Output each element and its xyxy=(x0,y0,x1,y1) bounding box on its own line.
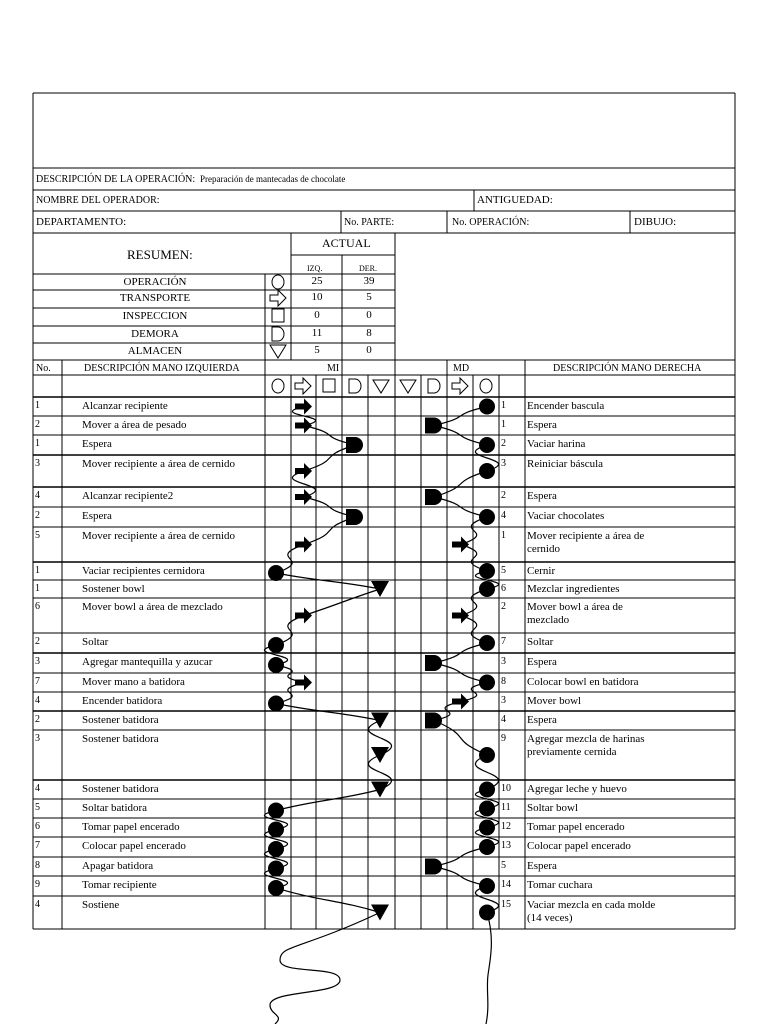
col-left-description: DESCRIPCIÓN MANO IZQUIERDA xyxy=(84,363,240,374)
left-step-description: Tomar recipiente xyxy=(82,879,157,891)
department-label: DEPARTAMENTO: xyxy=(36,216,127,228)
left-circle-symbol xyxy=(268,861,284,877)
summary-left-count: 5 xyxy=(314,344,320,356)
left-step-description: Mover recipiente a área de cernido xyxy=(82,530,235,542)
left-step-number: 7 xyxy=(35,676,40,687)
left-step-description: Mover bowl a área de mezclado xyxy=(82,601,223,613)
left-step-description: Encender batidora xyxy=(82,695,163,707)
right-step-description: Soltar bowl xyxy=(527,802,579,814)
left-circle-symbol xyxy=(268,803,284,819)
right-step-number: 7 xyxy=(501,636,506,647)
right-step-number: 4 xyxy=(501,714,506,725)
left-step-description: Tomar papel encerado xyxy=(82,821,180,833)
summary-triangle-icon xyxy=(270,345,286,358)
left-hand-label: IZQ. xyxy=(307,264,323,273)
left-triangle-symbol xyxy=(371,782,389,798)
right-delay-symbol xyxy=(425,713,442,729)
right-circle-symbol xyxy=(479,581,495,597)
right-circle-symbol xyxy=(479,635,495,651)
right-step-description: Reiniciar báscula xyxy=(527,458,604,470)
right-step-number: 10 xyxy=(501,783,511,794)
right-step-number: 5 xyxy=(501,860,506,871)
right-step-description: Espera xyxy=(527,714,557,726)
left-triangle-symbol xyxy=(371,713,389,729)
left-step-number: 7 xyxy=(35,840,40,851)
left-step-number: 1 xyxy=(35,583,40,594)
right-circle-symbol xyxy=(479,801,495,817)
left-step-description: Agregar mantequilla y azucar xyxy=(82,656,213,668)
right-step-number: 11 xyxy=(501,802,511,813)
op-number-label: No. OPERACIÓN: xyxy=(452,217,530,228)
right-hand-label: DER. xyxy=(359,264,377,273)
left-step-number: 1 xyxy=(35,565,40,576)
right-circle-symbol xyxy=(479,820,495,836)
left-step-description: Sostener batidora xyxy=(82,783,159,795)
left-step-number: 9 xyxy=(35,879,40,890)
right-step-description: Tomar cuchara xyxy=(527,879,593,891)
left-arrow-symbol xyxy=(295,399,312,415)
right-step-description: Colocar bowl en batidora xyxy=(527,676,639,688)
left-step-number: 6 xyxy=(35,821,40,832)
right-step-description: Encender bascula xyxy=(527,400,605,412)
col-no: No. xyxy=(36,363,51,374)
summary-row-label: ALMACEN xyxy=(127,345,183,357)
header-arrow-icon xyxy=(452,378,468,394)
summary-square-icon xyxy=(272,309,284,322)
summary-row-label: OPERACIÓN xyxy=(123,276,187,288)
left-step-number: 2 xyxy=(35,636,40,647)
left-hand-flow-line xyxy=(264,407,391,1024)
right-step-description: Espera xyxy=(527,860,557,872)
right-step-number: 8 xyxy=(501,676,506,687)
left-step-description: Sostener batidora xyxy=(82,733,159,745)
summary-title: RESUMEN: xyxy=(127,247,193,262)
right-step-number: 1 xyxy=(501,530,506,541)
left-step-number: 4 xyxy=(35,783,40,794)
right-circle-symbol xyxy=(479,463,495,479)
right-step-description: Tomar papel encerado xyxy=(527,821,625,833)
left-step-description: Sostener batidora xyxy=(82,714,159,726)
right-step-number: 9 xyxy=(501,733,506,744)
left-step-description: Mover recipiente a área de cernido xyxy=(82,458,235,470)
right-step-description: Cernir xyxy=(527,565,556,577)
seniority-label: ANTIGUEDAD: xyxy=(477,194,553,206)
left-step-description: Apagar batidora xyxy=(82,860,154,872)
summary-right-count: 0 xyxy=(366,344,372,356)
left-step-number: 2 xyxy=(35,510,40,521)
operation-label: DESCRIPCIÓN DE LA OPERACIÓN: xyxy=(36,174,196,185)
right-step-number: 12 xyxy=(501,821,511,832)
left-circle-symbol xyxy=(268,637,284,653)
left-step-number: 8 xyxy=(35,860,40,871)
left-circle-symbol xyxy=(268,565,284,581)
right-step-number: 3 xyxy=(501,695,506,706)
left-step-description: Colocar papel encerado xyxy=(82,840,186,852)
right-circle-symbol xyxy=(479,782,495,798)
left-step-number: 3 xyxy=(35,458,40,469)
right-step-number: 2 xyxy=(501,438,506,449)
part-label: No. PARTE: xyxy=(344,217,395,228)
right-delay-symbol xyxy=(425,859,442,875)
col-left-hand: MI xyxy=(327,363,340,374)
left-arrow-symbol xyxy=(295,675,312,691)
right-step-number: 5 xyxy=(501,565,506,576)
right-step-description: Mover bowl a área de mezclado xyxy=(527,601,623,626)
right-step-number: 6 xyxy=(501,583,506,594)
right-circle-symbol xyxy=(479,399,495,415)
right-delay-symbol xyxy=(425,418,442,434)
right-step-number: 3 xyxy=(501,656,506,667)
right-step-number: 15 xyxy=(501,899,511,910)
operator-label: NOMBRE DEL OPERADOR: xyxy=(36,195,160,206)
right-circle-symbol xyxy=(479,905,495,921)
right-circle-symbol xyxy=(479,839,495,855)
right-step-number: 2 xyxy=(501,601,506,612)
left-step-number: 4 xyxy=(35,490,40,501)
right-step-description: Mover recipiente a área de cernido xyxy=(527,530,645,555)
right-circle-symbol xyxy=(479,437,495,453)
right-circle-symbol xyxy=(479,878,495,894)
summary-circle-icon xyxy=(272,275,284,289)
right-hand-flow-line xyxy=(434,407,499,1024)
right-delay-symbol xyxy=(425,489,442,505)
left-circle-symbol xyxy=(268,880,284,896)
right-arrow-symbol xyxy=(452,608,469,624)
left-arrow-symbol xyxy=(295,418,312,434)
right-step-description: Vaciar chocolates xyxy=(527,510,605,522)
left-step-number: 5 xyxy=(35,802,40,813)
header-delay-icon xyxy=(428,379,440,393)
summary-arrow-icon xyxy=(270,290,286,306)
header-triangle-icon xyxy=(400,380,416,393)
right-circle-symbol xyxy=(479,675,495,691)
right-step-number: 14 xyxy=(501,879,511,890)
right-step-description: Vaciar mezcla en cada molde (14 veces) xyxy=(527,899,656,924)
right-step-description: Colocar papel encerado xyxy=(527,840,631,852)
left-arrow-symbol xyxy=(295,537,312,553)
right-step-description: Agregar mezcla de harinas previamente cernida xyxy=(527,733,645,758)
summary-right-count: 39 xyxy=(363,275,375,287)
left-step-description: Sostiene xyxy=(82,899,120,911)
left-delay-symbol xyxy=(346,437,363,453)
right-arrow-symbol xyxy=(452,694,469,710)
summary-left-count: 10 xyxy=(311,291,323,303)
right-step-number: 13 xyxy=(501,840,511,851)
left-step-description: Espera xyxy=(82,510,112,522)
col-right-hand: MD xyxy=(453,363,470,374)
operation-value: Preparación de mantecadas de chocolate xyxy=(200,174,346,184)
left-step-number: 1 xyxy=(35,438,40,449)
summary-right-count: 8 xyxy=(366,327,372,339)
left-circle-symbol xyxy=(268,696,284,712)
left-step-description: Mover a área de pesado xyxy=(82,419,187,431)
left-arrow-symbol xyxy=(295,489,312,505)
header-triangle-icon xyxy=(373,380,389,393)
header-square-icon xyxy=(323,379,335,392)
summary-right-count: 0 xyxy=(366,309,372,321)
right-step-description: Espera xyxy=(527,419,557,431)
right-step-description: Mezclar ingredientes xyxy=(527,583,620,595)
header-circle-icon xyxy=(272,379,284,393)
left-step-number: 6 xyxy=(35,601,40,612)
left-step-number: 3 xyxy=(35,733,40,744)
left-triangle-symbol xyxy=(371,581,389,597)
left-step-number: 1 xyxy=(35,400,40,411)
right-circle-symbol xyxy=(479,747,495,763)
summary-row-label: DEMORA xyxy=(131,328,179,340)
summary-row-label: INSPECCION xyxy=(122,310,188,322)
right-step-description: Agregar leche y huevo xyxy=(527,783,627,795)
header-circle-icon xyxy=(480,379,492,393)
right-step-number: 4 xyxy=(501,510,506,521)
summary-row-label: TRANSPORTE xyxy=(119,292,191,304)
left-step-description: Alcanzar recipiente xyxy=(82,400,168,412)
right-step-number: 1 xyxy=(501,400,506,411)
left-step-number: 4 xyxy=(35,695,40,706)
left-step-number: 2 xyxy=(35,419,40,430)
left-step-number: 3 xyxy=(35,656,40,667)
left-triangle-symbol xyxy=(371,747,389,763)
right-arrow-symbol xyxy=(452,537,469,553)
left-circle-symbol xyxy=(268,841,284,857)
left-step-description: Espera xyxy=(82,438,112,450)
left-circle-symbol xyxy=(268,822,284,838)
drawing-label: DIBUJO: xyxy=(634,216,677,228)
left-step-description: Soltar xyxy=(82,636,109,648)
right-step-number: 2 xyxy=(501,490,506,501)
actual-label: ACTUAL xyxy=(322,236,371,250)
left-step-number: 2 xyxy=(35,714,40,725)
right-step-number: 1 xyxy=(501,419,506,430)
right-step-description: Espera xyxy=(527,490,557,502)
left-step-description: Mover mano a batidora xyxy=(82,676,185,688)
right-step-description: Espera xyxy=(527,656,557,668)
right-step-description: Mover bowl xyxy=(527,695,582,707)
left-delay-symbol xyxy=(346,509,363,525)
right-delay-symbol xyxy=(425,655,442,671)
left-arrow-symbol xyxy=(295,608,312,624)
left-step-description: Vaciar recipientes cernidora xyxy=(82,565,205,577)
right-step-description: Vaciar harina xyxy=(527,438,586,450)
right-step-description: Soltar xyxy=(527,636,554,648)
left-step-description: Sostener bowl xyxy=(82,583,145,595)
right-step-number: 3 xyxy=(501,458,506,469)
summary-left-count: 0 xyxy=(314,309,320,321)
summary-left-count: 25 xyxy=(311,275,323,287)
summary-delay-icon xyxy=(272,327,284,341)
left-step-number: 5 xyxy=(35,530,40,541)
right-circle-symbol xyxy=(479,563,495,579)
left-triangle-symbol xyxy=(371,905,389,921)
summary-left-count: 11 xyxy=(311,327,323,339)
left-step-description: Soltar batidora xyxy=(82,802,148,814)
header-delay-icon xyxy=(349,379,361,393)
summary-right-count: 5 xyxy=(366,291,372,303)
left-step-number: 4 xyxy=(35,899,40,910)
left-circle-symbol xyxy=(268,657,284,673)
left-arrow-symbol xyxy=(295,463,312,479)
col-right-description: DESCRIPCIÓN MANO DERECHA xyxy=(553,363,702,374)
left-step-description: Alcanzar recipiente2 xyxy=(82,490,174,502)
header-arrow-icon xyxy=(295,378,311,394)
right-circle-symbol xyxy=(479,509,495,525)
